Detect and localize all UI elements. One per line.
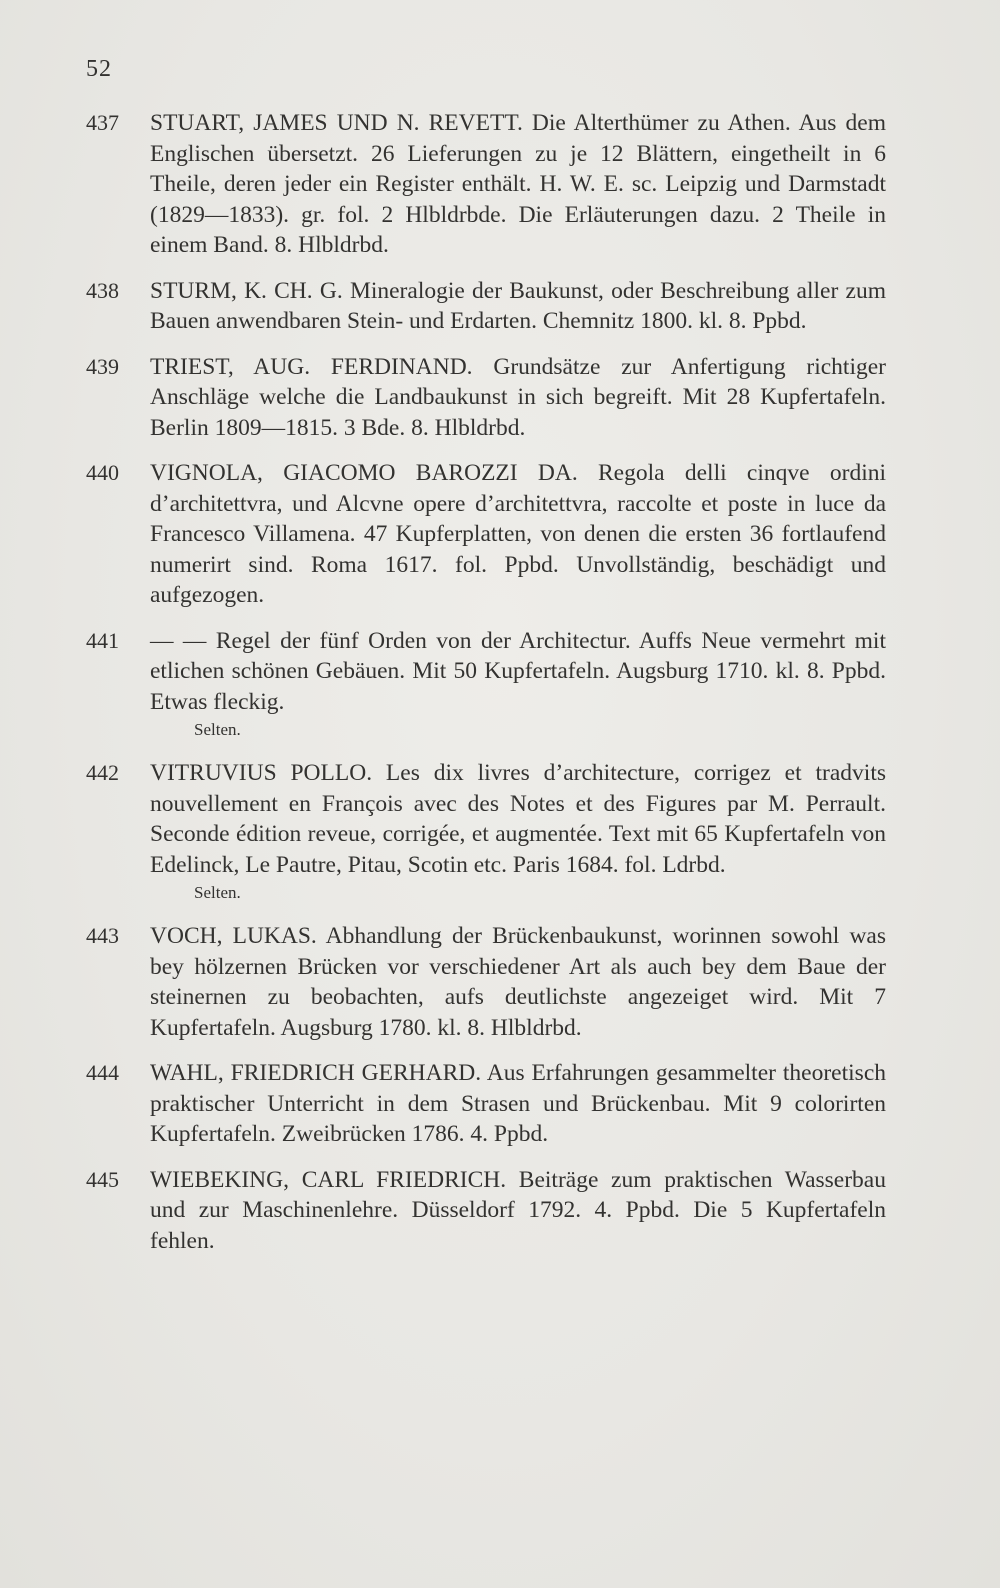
entry-number: 445 <box>86 1166 119 1192</box>
catalog-entry <box>86 1058 886 1150</box>
entry-note: Selten. <box>194 720 241 739</box>
catalog-entry <box>86 276 886 337</box>
entry-number: 438 <box>86 277 119 303</box>
entry-number: 444 <box>86 1060 119 1085</box>
catalog-entries <box>86 108 886 1271</box>
entry-text: STUART, JAMES UND N. REVETT. Die Alterthümer zu Athen. Aus dem Englischen übersetzt. 26 Lieferungen zu je 12 Blättern, eingetheilt in 6 Theile, deren jeder ein Register enthält. H. W. E. sc. Leipzig und Darmstadt (1829—1833). gr. fol. 2 Hlbldrbde. Die Erläuterungen dazu. 2 Theile in einem Band. 8. Hlbldrbd. <box>150 110 886 258</box>
catalog-entry <box>86 352 886 444</box>
catalog-entry <box>86 921 886 1043</box>
entry-number: 439 <box>86 353 119 379</box>
catalog-entry <box>86 108 886 261</box>
entry-text: VITRUVIUS POLLO. Les dix livres d’architecture, corrigez et tradvits nouvellement en François avec des Notes et des Figures par M. Perrault. Seconde édition reveue, corrigée, et augmentée. Text mit 65 Kupfertafeln von Edelinck, Le Pautre, Pitau, Scotin etc. Paris 1684. fol. Ldrbd. <box>150 760 886 878</box>
entry-number: 443 <box>86 923 119 948</box>
entry-text: WIEBEKING, CARL FRIEDRICH. Beiträge zum praktischen Wasserbau und zur Maschinenlehre. Düsseldorf 1792. 4. Ppbd. Die 5 Kupfertafeln fehlen. <box>150 1166 886 1254</box>
entry-text: VIGNOLA, GIACOMO BAROZZI DA. Regola delli cinqve ordini d’architettvra, und Alcvne opere d’architettvra, raccolte et poste in luce da Francesco Villamena. 47 Kupferplatten, von denen die ersten 36 fortlaufend numerirt sind. Roma 1617. fol. Ppbd. Unvollständig, beschädigt und aufgezogen. <box>150 460 886 608</box>
entry-text: WAHL, FRIEDRICH GERHARD. Aus Erfahrungen gesammelter theoretisch praktischer Unterricht in dem Strasen und Brückenbau. Mit 9 colorirten Kupfertafeln. Zweibrücken 1786. 4. Ppbd. <box>150 1060 886 1147</box>
page-number: 52 <box>86 56 112 82</box>
entry-number: 437 <box>86 110 119 135</box>
entry-note: Selten. <box>194 883 241 902</box>
entry-text: — — Regel der fünf Orden von der Architectur. Auffs Neue vermehrt mit etlichen schönen Gebäuen. Mit 50 Kupfertafeln. Augsburg 1710. kl. 8. Ppbd. Etwas fleckig. <box>150 627 886 715</box>
catalog-entry <box>86 458 886 611</box>
entry-text: TRIEST, AUG. FERDINAND. Grundsätze zur Anfertigung richtiger Anschläge welche die Landbaukunst in sich begreift. Mit 28 Kupfertafeln. Berlin 1809—1815. 3 Bde. 8. Hlbldrbd. <box>150 353 886 441</box>
catalog-entry <box>86 626 886 744</box>
entry-text: VOCH, LUKAS. Abhandlung der Brückenbaukunst, worinnen sowohl was bey hölzernen Brücken vor verschiedener Art als auch bey dem Baue der steinernen zu beobachten, aufs deutlichste angezeiget wird. Mit 7 Kupfertafeln. Augsburg 1780. kl. 8. Hlbldrbd. <box>150 923 886 1041</box>
entry-number: 442 <box>86 760 119 785</box>
entry-text: STURM, K. CH. G. Mineralogie der Baukunst, oder Beschreibung aller zum Bauen anwendbaren Stein- und Erdarten. Chemnitz 1800. kl. 8. Ppbd. <box>150 277 886 334</box>
catalog-entry <box>86 758 886 906</box>
entry-number: 441 <box>86 627 119 653</box>
entry-number: 440 <box>86 460 119 485</box>
catalog-entry <box>86 1165 886 1257</box>
